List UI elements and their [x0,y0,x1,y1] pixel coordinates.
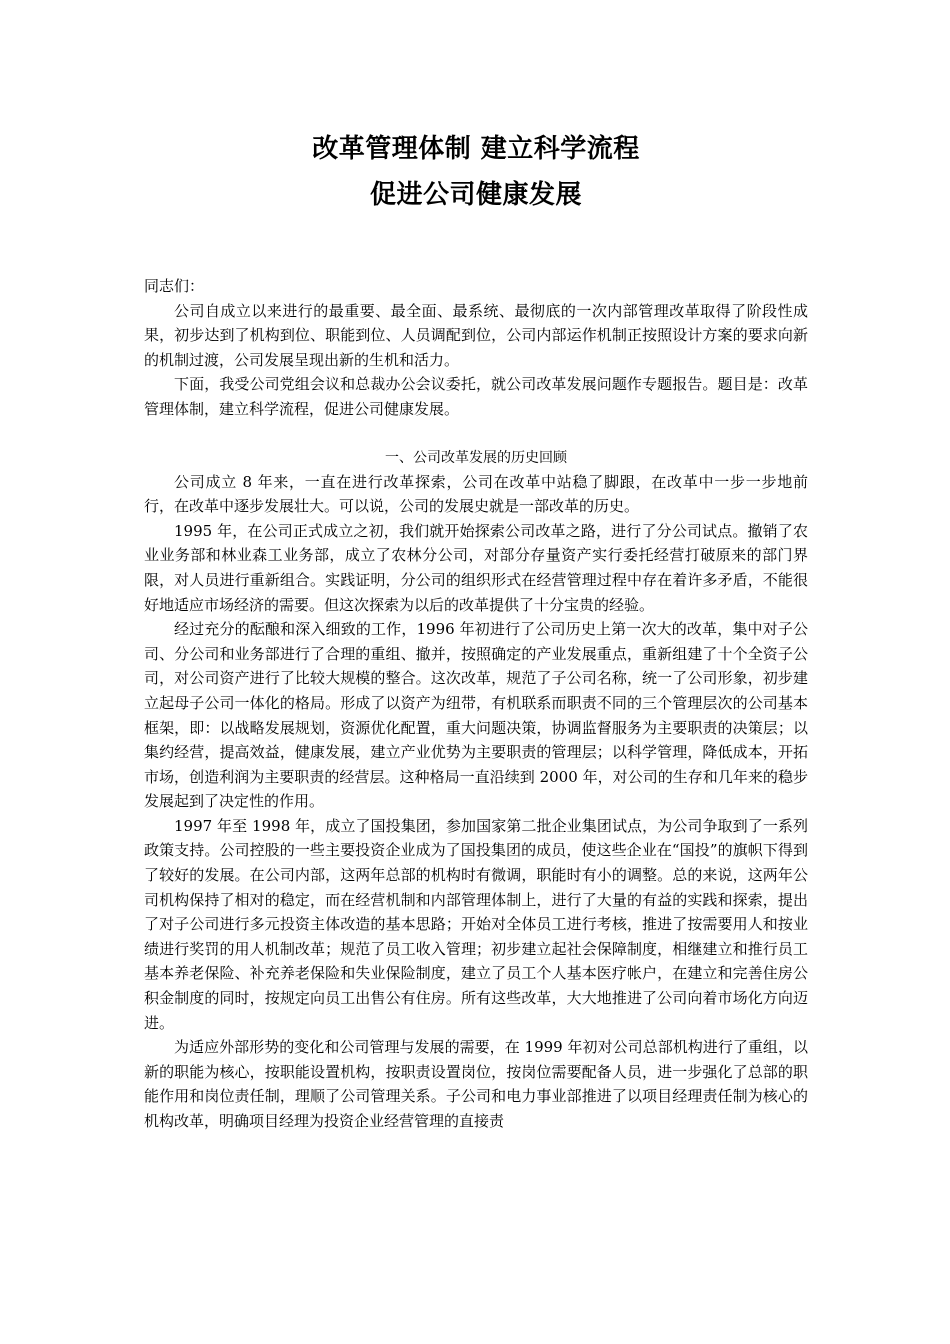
section1-paragraph-3: 经过充分的酝酿和深入细致的工作，1996 年初进行了公司历史上第一次大的改革，集中对子公司、分公司和业务部进行了合理的重组、撤并，按照确定的产业发展重点，重新组建了十个全资子公司，对公司资产进行了比较大规模的整合。这次改革，规范了子公司名称，统一了公司形象，初步建立起母子公司一体化的格局。形成了以资产为纽带，有机联系而职责不同的三个管理层次的公司基本框架，即：以战略发展规划，资源优化配置，重大问题决策，协调监督服务为主要职责的决策层；以集约经营，提高效益，健康发展，建立产业优势为主要职责的管理层；以科学管理，降低成本，开拓市场，创造利润为主要职责的经营层。这种格局一直沿续到 2000 年，对公司的生存和几年来的稳步发展起到了决定性的作用。 [144,620,808,811]
document-title-line-1: 改革管理体制 建立科学流程 [312,134,640,164]
section1-paragraph-4: 1997 年至 1998 年，成立了国投集团，参加国家第二批企业集团试点，为公司争取到了一系列政策支持。公司控股的一些主要投资企业成为了国投集团的成员，使这些企业在“国投”的旗帜下得到了较好的发展。在公司内部，这两年总部的机构时有微调，职能时有小的调整。总的来说，这两年公司机构保持了相对的稳定，而在经营机制和内部管理体制上，进行了大量的有益的实践和探索，提出了对子公司进行多元投资主体改造的基本思路；开始对全体员工进行考核，推进了按需要用人和按业绩进行奖罚的用人机制改革；规范了员工收入管理；初步建立起社会保障制度，相继建立和推行员工基本养老保险、补充养老保险和失业保险制度，建立了员工个人基本医疗帐户，在建立和完善住房公积金制度的同时，按规定向员工出售公有住房。所有这些改革，大大地推进了公司向着市场化方向迈进。 [144,816,808,1032]
salutation: 同志们： [144,277,205,295]
document-title-line-2: 促进公司健康发展 [369,180,582,210]
section-heading-1: 一、公司改革发展的历史回顾 [385,449,567,466]
title-block [144,126,808,218]
section1-paragraph-5: 为适应外部形势的变化和公司管理与发展的需要，在 1999 年初对公司总部机构进行了重组，以新的职能为核心，按职能设置机构，按职责设置岗位，按岗位需要配备人员，进一步强化了总部的职能作用和岗位责任制，理顺了公司管理关系。子公司和电力事业部推进了以项目经理责任制为核心的机构改革，明确项目经理为投资企业经营管理的直接责 [144,1038,808,1130]
section1-paragraph-1: 公司成立 8 年来，一直在进行改革探索，公司在改革中站稳了脚跟，在改革中一步一步地前行，在改革中逐步发展壮大。可以说，公司的发展史就是一部改革的历史。 [144,472,808,516]
intro-paragraph-1: 公司自成立以来进行的最重要、最全面、最系统、最彻底的一次内部管理改革取得了阶段性成果，初步达到了机构到位、职能到位、人员调配到位，公司内部运作机制正按照设计方案的要求向新的机制过渡，公司发展呈现出新的生机和活力。 [144,301,808,369]
intro-paragraph-2: 下面，我受公司党组会议和总裁办公会议委托，就公司改革发展问题作专题报告。题目是：改革管理体制，建立科学流程，促进公司健康发展。 [144,375,808,418]
document-body [144,274,808,1134]
section1-paragraph-2: 1995 年，在公司正式成立之初，我们就开始探索公司改革之路，进行了分公司试点。撤销了农业业务部和林业森工业务部，成立了农林分公司，对部分存量资产实行委托经营打破原来的部门界限，对人员进行重新组合。实践证明，分公司的组织形式在经营管理过程中存在着许多矛盾，不能很好地适应市场经济的需要。但这次探索为以后的改革提供了十分宝贵的经验。 [144,521,808,614]
